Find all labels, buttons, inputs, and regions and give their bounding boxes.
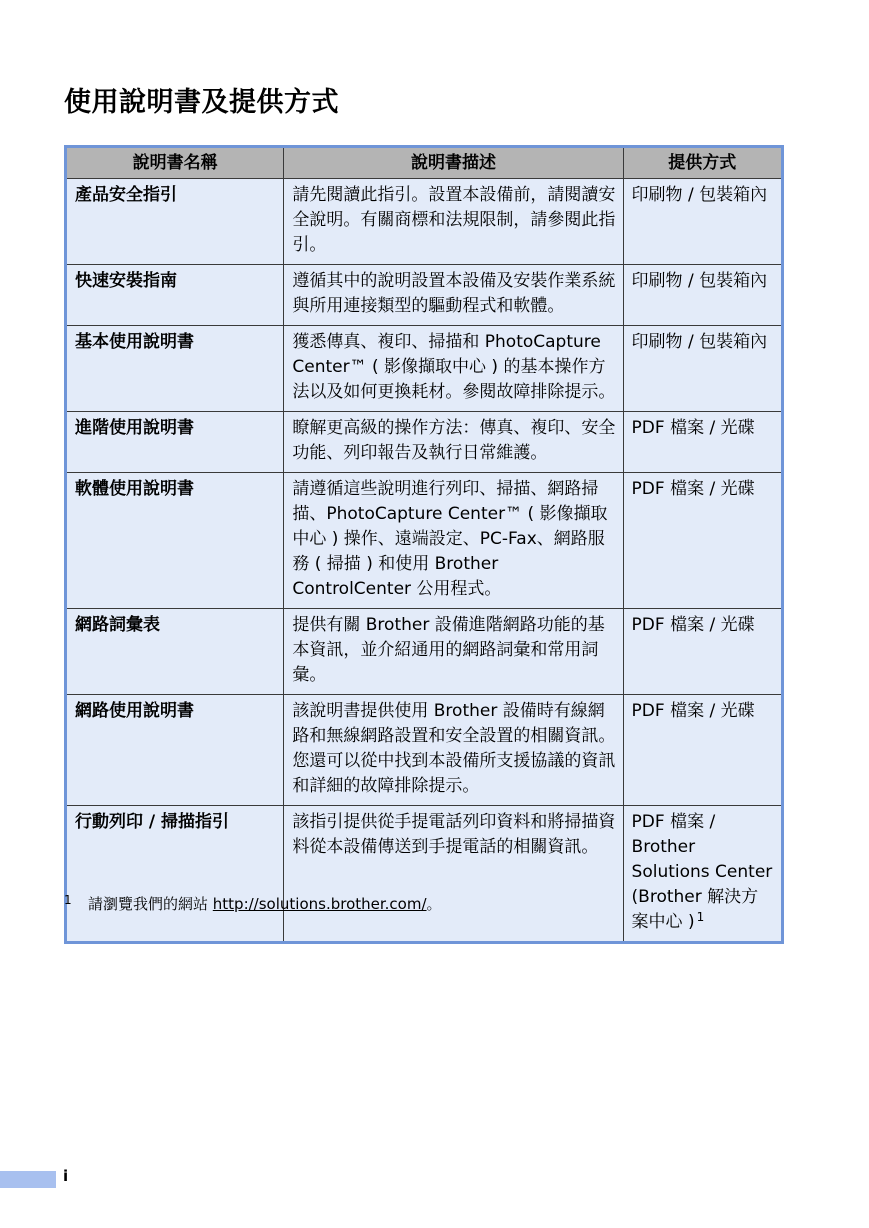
table-header-row xyxy=(66,147,783,179)
page-title: 使用說明書及提供方式 xyxy=(64,87,339,118)
manual-name: 產品安全指引 xyxy=(66,179,284,265)
manual-description: 提供有關 Brother 設備進階網路功能的基本資訊，並介紹通用的網路詞彙和常用詞彙。 xyxy=(284,609,623,695)
manual-description: 獲悉傳真、複印、掃描和 PhotoCapture Center™ ( 影像擷取中心 ) 的基本操作方法以及如何更換耗材。參閱故障排除提示。 xyxy=(284,326,623,412)
manual-name: 進階使用說明書 xyxy=(66,412,284,473)
manual-description: 遵循其中的說明設置本設備及安裝作業系統與所用連接類型的驅動程式和軟體。 xyxy=(284,265,623,326)
manual-availability: PDF 檔案 / 光碟 xyxy=(623,695,782,806)
page-tab-marker xyxy=(0,1171,56,1188)
manual-description: 請遵循這些說明進行列印、掃描、網路掃描、PhotoCapture Center™ ( 影像擷取中心 ) 操作、遠端設定、PC-Fax、網路服務 ( 掃描 ) 和使用 Brother ControlCenter 公用程式。 xyxy=(284,473,623,609)
manual-availability-cell xyxy=(623,806,782,943)
table-row xyxy=(66,609,783,695)
table-row xyxy=(66,326,783,412)
footnote-mark: 1 xyxy=(64,893,72,907)
header-availability: 提供方式 xyxy=(623,147,782,179)
table-row xyxy=(66,473,783,609)
table-row xyxy=(66,265,783,326)
manual-name: 行動列印 / 掃描指引 xyxy=(66,806,284,943)
header-description: 說明書描述 xyxy=(284,147,623,179)
manual-description: 瞭解更高級的操作方法：傳真、複印、安全功能、列印報告及執行日常維護。 xyxy=(284,412,623,473)
manual-availability: 印刷物 / 包裝箱內 xyxy=(623,179,782,265)
table-row xyxy=(66,412,783,473)
table-row xyxy=(66,695,783,806)
manual-availability: PDF 檔案 / 光碟 xyxy=(623,609,782,695)
manual-name: 快速安裝指南 xyxy=(66,265,284,326)
manual-availability-table xyxy=(64,145,784,944)
manual-availability: PDF 檔案 / Brother Solutions Center (Brother 解決方案中心 ) xyxy=(631,812,773,932)
manual-name: 基本使用說明書 xyxy=(66,326,284,412)
footnote xyxy=(64,889,442,915)
manual-description: 該說明書提供使用 Brother 設備時有線網路和無線網路設置和安全設置的相關資訊。您還可以從中找到本設備所支援協議的資訊和詳細的故障排除提示。 xyxy=(284,695,623,806)
manual-availability: 印刷物 / 包裝箱內 xyxy=(623,265,782,326)
manual-name: 網路使用說明書 xyxy=(66,695,284,806)
manual-name: 軟體使用說明書 xyxy=(66,473,284,609)
page-number: i xyxy=(63,1167,69,1185)
table-row xyxy=(66,806,783,943)
table-row xyxy=(66,179,783,265)
manual-description: 請先閱讀此指引。設置本設備前，請閱讀安全說明。有關商標和法規限制，請參閱此指引。 xyxy=(284,179,623,265)
footnote-link[interactable]: http://solutions.brother.com/ xyxy=(212,895,427,913)
manual-description: 該指引提供從手提電話列印資料和將掃描資料從本設備傳送到手提電話的相關資訊。 xyxy=(284,806,623,943)
manual-availability: PDF 檔案 / 光碟 xyxy=(623,473,782,609)
footnote-text-end: 。 xyxy=(426,895,442,913)
manual-availability: 印刷物 / 包裝箱內 xyxy=(623,326,782,412)
header-manual-name: 說明書名稱 xyxy=(66,147,284,179)
manual-availability: PDF 檔案 / 光碟 xyxy=(623,412,782,473)
footnote-reference: 1 xyxy=(696,910,705,924)
footnote-text: 請瀏覽我們的網站 xyxy=(88,895,213,913)
manual-name: 網路詞彙表 xyxy=(66,609,284,695)
